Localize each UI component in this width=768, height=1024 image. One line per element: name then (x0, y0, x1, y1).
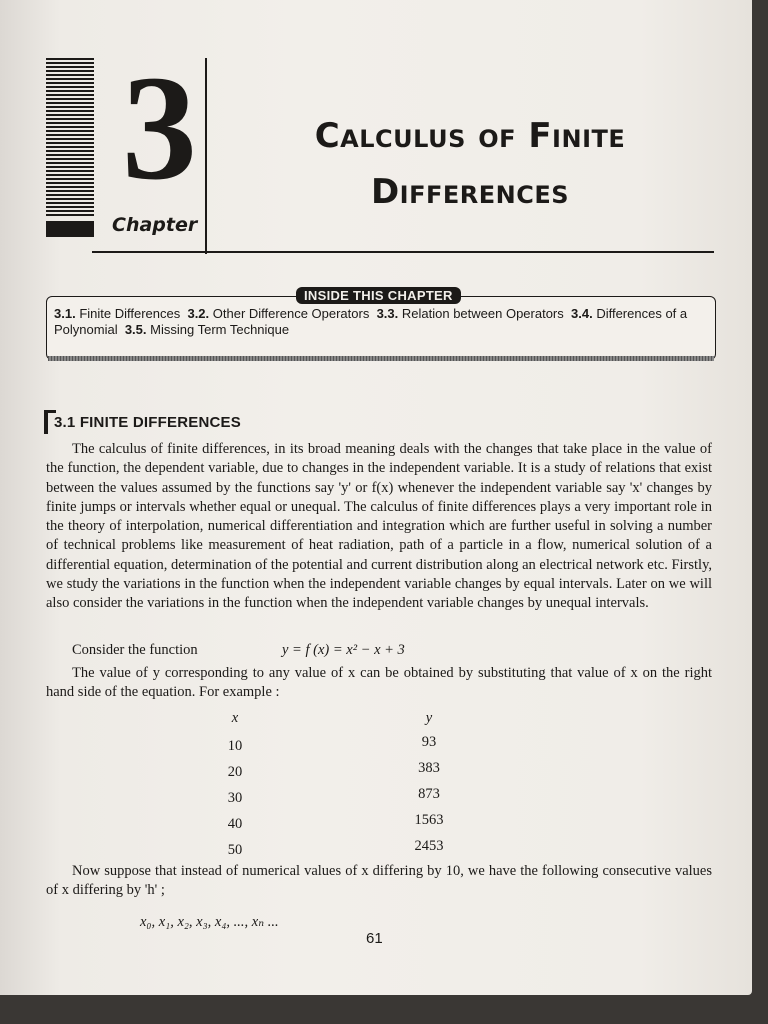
contents-box-shadow (48, 356, 714, 361)
table-cell-y: 93 (421, 734, 437, 750)
contents-num: 3.4. (571, 306, 593, 321)
consider-text: Consider the function (72, 642, 198, 658)
header-divider (205, 58, 207, 254)
contents-item: Differences of a Polynomial (54, 306, 688, 337)
contents-item: Other Difference Operators (212, 306, 370, 321)
section-heading: 3.1 FINITE DIFFERENCES (54, 414, 241, 431)
chapter-title (230, 108, 710, 220)
table-cell-x: 50 (227, 842, 243, 858)
page-number: 61 (366, 930, 383, 947)
section-marker-top (44, 410, 56, 413)
contents-num: 3.5. (124, 322, 147, 337)
table-cell-y: 1563 (414, 812, 444, 828)
table-cell-y: 383 (418, 760, 440, 776)
contents-num: 3.1. (54, 306, 76, 321)
contents-item: Finite Differences (79, 306, 181, 321)
function-equation: y = f (x) = x² − x + 3 (282, 642, 405, 658)
body-paragraph-1: The calculus of finite differences, in its broad meaning deals with the changes that take place in the value of the function, the dependent variable, due to changes in the independent variable. It is a study of relations that exist between the values assumed by the functions say 'y' or f(x) whenever the independent variable say 'x' changes by finite jumps or intervals whether equal or unequal. The calculus of finite differences plays a very important role in the theory of interpolation, numerical differentiation and integration which are further useful in solving a number of technical problems like measurement of heat radiation, path of a particle in a flow, numerical solution of a differential equation, determination of the potential and current distribution along an electrical network etc. Firstly, we study the variations in the function when the independent variable changes by equal intervals. Later on we will also consider the variations in the function when the independent variable changes by unequal intervals. (46, 441, 712, 612)
table-cell-x: 10 (227, 738, 243, 754)
table-cell-x: 40 (227, 816, 243, 832)
chapter-number: 3 (122, 45, 197, 211)
chapter-title-line1: Calculus of Finite (314, 116, 626, 156)
header-rule (92, 251, 714, 253)
decorative-stripes (46, 58, 94, 218)
contents-label: INSIDE THIS CHAPTER (296, 287, 461, 304)
sequence-expression: x₀, x₁, x₂, x₃, x₄, ..., xₙ ... (140, 914, 279, 930)
body-paragraph-3: Now suppose that instead of numerical values of x differing by 10, we have the following consecutive values of x differing by 'h' ; (46, 863, 712, 899)
chapter-title-line2: Differences (370, 172, 570, 212)
chapter-label: Chapter (112, 214, 198, 236)
decorative-bar (46, 221, 94, 237)
table-cell-x: 20 (227, 764, 243, 780)
contents-num: 3.3. (376, 306, 399, 321)
body-paragraph-2: The value of y corresponding to any value of x can be obtained by substituting that value of x on the right hand side of the equation. For example : (46, 665, 712, 701)
contents-num: 3.2. (187, 306, 210, 321)
section-marker (44, 410, 48, 434)
table-cell-x: 30 (227, 790, 243, 806)
table-header-y: y (425, 710, 433, 726)
contents-item: Missing Term Technique (150, 322, 290, 337)
table-cell-y: 873 (418, 786, 440, 802)
table-header-x: x (231, 710, 239, 726)
contents-item: Relation between Operators (401, 306, 564, 321)
table-cell-y: 2453 (414, 838, 444, 854)
contents-list (54, 306, 708, 338)
